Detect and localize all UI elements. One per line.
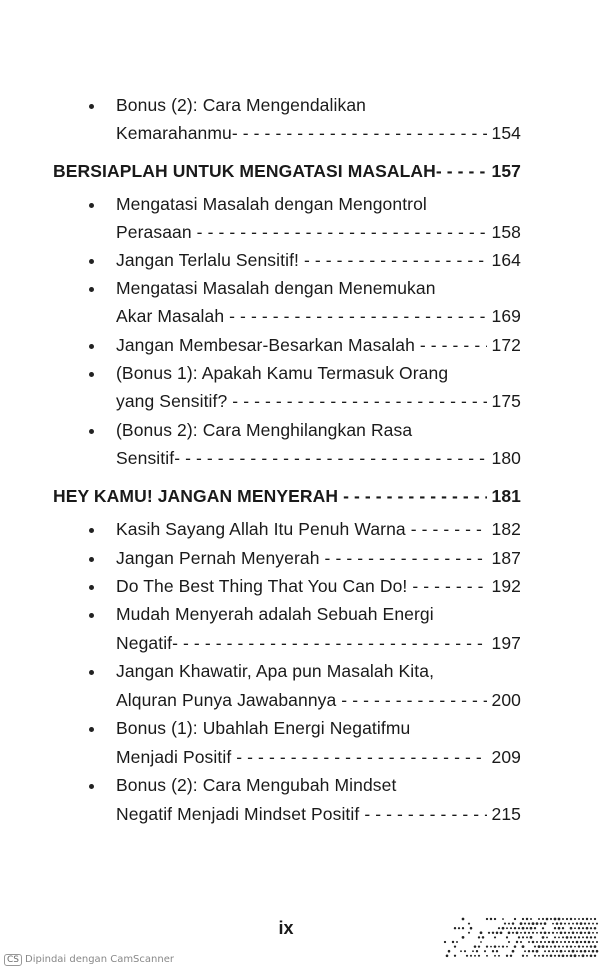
page-number: 181 xyxy=(490,482,522,510)
pattern-dot xyxy=(538,955,540,957)
pattern-dot xyxy=(524,923,526,925)
bullet xyxy=(89,727,94,732)
pattern-dot xyxy=(576,932,578,934)
pattern-dot xyxy=(514,945,517,948)
pattern-dot xyxy=(468,923,470,925)
pattern-dot xyxy=(588,950,590,952)
toc-entry: Sensitif- - - - 180 xyxy=(116,444,521,472)
page-number: 158 xyxy=(490,218,522,246)
toc-entry: Negatif- - - - 197 xyxy=(116,629,521,657)
pattern-dot xyxy=(516,941,518,943)
pattern-dot xyxy=(526,955,528,957)
pattern-dot xyxy=(516,931,519,934)
pattern-dot xyxy=(540,922,542,924)
pattern-dot xyxy=(588,941,591,944)
bullet xyxy=(89,344,94,349)
pattern-dot xyxy=(498,946,500,948)
pattern-dot xyxy=(572,941,574,943)
pattern-dot xyxy=(594,945,597,948)
pattern-dot xyxy=(536,932,538,934)
pattern-dot xyxy=(578,918,580,920)
pattern-dot xyxy=(538,945,541,948)
pattern-dot xyxy=(572,950,575,953)
pattern-dot xyxy=(536,922,539,925)
pattern-dot xyxy=(470,955,472,957)
toc-entry: Akar Masalah - - - 169 xyxy=(116,302,521,330)
toc-entry: Do The Best Thing That You Can Do! - - - 192 xyxy=(116,572,521,600)
toc-entry: Jangan Membesar-Besarkan Masalah - - - 172 xyxy=(116,331,521,359)
page-number: 157 xyxy=(490,157,522,185)
pattern-dot xyxy=(512,932,514,934)
pattern-dot xyxy=(586,955,588,957)
pattern-dot xyxy=(536,941,538,943)
section-heading: HEY KAMU! JANGAN MENYERAH - - - 181 xyxy=(53,482,521,510)
pattern-dot xyxy=(478,936,480,938)
pattern-dot xyxy=(536,950,539,953)
pattern-dot xyxy=(562,918,564,920)
pattern-dot xyxy=(520,941,522,943)
pattern-dot xyxy=(564,950,566,952)
page-number: 169 xyxy=(490,302,522,330)
pattern-dot xyxy=(584,922,586,924)
pattern-dot xyxy=(508,931,511,934)
pattern-dot xyxy=(588,931,591,934)
pattern-dot xyxy=(554,936,556,938)
section-heading: BERSIAPLAH UNTUK MENGATASI MASALAH- - - - 157 xyxy=(53,157,521,185)
pattern-dot xyxy=(542,936,545,939)
pattern-dot xyxy=(558,936,560,938)
pattern-dot xyxy=(522,918,524,920)
toc-entry-text: Mudah Menyerah adalah Sebuah Energi xyxy=(116,604,434,624)
pattern-dot xyxy=(556,950,558,952)
pattern-dot xyxy=(576,922,578,924)
pattern-dot xyxy=(558,946,560,948)
pattern-dot xyxy=(540,932,542,934)
page-number: 187 xyxy=(490,544,522,572)
pattern-dot xyxy=(590,927,592,929)
pattern-dot xyxy=(452,941,454,943)
pattern-dot xyxy=(578,955,580,957)
pattern-dot xyxy=(488,932,490,934)
pattern-dot xyxy=(542,918,544,920)
pattern-dot xyxy=(548,950,550,952)
pattern-dot xyxy=(544,922,547,925)
pattern-dot xyxy=(594,955,596,957)
pattern-dot xyxy=(572,932,575,935)
pattern-dot xyxy=(552,932,554,934)
pattern-dot xyxy=(544,931,547,934)
pattern-dot xyxy=(460,950,462,952)
pattern-dot xyxy=(492,950,494,952)
pattern-dot xyxy=(506,927,508,929)
pattern-dot xyxy=(506,936,508,938)
toc-entry: yang Sensitif? - - - 175 xyxy=(116,387,521,415)
pattern-dot xyxy=(480,941,482,943)
pattern-dot xyxy=(580,941,582,943)
pattern-dot xyxy=(552,923,554,925)
pattern-dot xyxy=(554,927,556,929)
pattern-dot xyxy=(496,950,498,952)
pattern-dot xyxy=(472,950,474,952)
pattern-dot xyxy=(586,918,588,920)
pattern-dot xyxy=(578,945,580,947)
pattern-dot xyxy=(456,941,458,943)
bullet xyxy=(89,429,94,434)
pattern-dot xyxy=(586,927,589,930)
bullet xyxy=(89,585,94,590)
page-number: 172 xyxy=(490,331,522,359)
pattern-dot xyxy=(476,950,478,952)
bullet xyxy=(89,203,94,208)
pattern-dot xyxy=(498,927,500,929)
toc-entry: Menjadi Positif - - - 209 xyxy=(116,743,521,771)
pattern-dot xyxy=(558,927,561,930)
pattern-dot xyxy=(592,950,595,953)
pattern-dot xyxy=(554,918,557,921)
pattern-dot xyxy=(544,950,546,952)
pattern-dot xyxy=(562,936,564,938)
page-number: 154 xyxy=(490,119,522,147)
pattern-dot xyxy=(462,918,465,921)
pattern-dot xyxy=(482,936,485,939)
pattern-dot xyxy=(578,936,580,938)
pattern-dot xyxy=(560,950,563,953)
toc-entry: Perasaan - - - 158 xyxy=(116,218,521,246)
pattern-dot xyxy=(532,941,535,944)
pattern-dot xyxy=(594,936,596,938)
pattern-dot xyxy=(544,941,546,943)
bullet xyxy=(89,557,94,562)
pattern-dot xyxy=(542,945,545,948)
pattern-dot xyxy=(520,922,523,925)
toc-entry: Jangan Pernah Menyerah - - - 187 xyxy=(116,544,521,572)
pattern-dot xyxy=(568,932,570,934)
pattern-dot xyxy=(570,955,573,958)
pattern-dot xyxy=(574,954,577,957)
pattern-dot xyxy=(518,927,520,929)
page-folio: ix xyxy=(278,918,294,938)
pattern-dot xyxy=(590,918,592,920)
pattern-dot xyxy=(480,931,483,934)
pattern-dot xyxy=(526,936,528,938)
pattern-dot xyxy=(566,936,569,939)
pattern-dot xyxy=(462,927,464,929)
pattern-dot xyxy=(454,927,456,929)
toc-entry-text: Bonus (2): Cara Mengubah Mindset xyxy=(116,775,397,795)
pattern-dot xyxy=(494,918,496,920)
pattern-dot xyxy=(534,946,536,948)
pattern-dot xyxy=(560,941,562,943)
page-number: 197 xyxy=(490,629,522,657)
toc-entry-text: Mengatasi Masalah dengan Mengontrol xyxy=(116,194,427,214)
pattern-dot xyxy=(506,955,508,957)
pattern-dot xyxy=(494,945,497,948)
pattern-dot xyxy=(478,955,480,957)
pattern-dot xyxy=(562,954,565,957)
pattern-dot xyxy=(578,927,580,929)
pattern-dot xyxy=(590,936,592,938)
pattern-dot xyxy=(478,945,480,947)
pattern-dot xyxy=(576,950,578,952)
pattern-dot xyxy=(474,955,476,957)
pattern-dot xyxy=(530,927,533,930)
pattern-dot xyxy=(546,918,549,921)
pattern-dot xyxy=(526,927,528,929)
pattern-dot xyxy=(530,918,532,920)
pattern-dot xyxy=(528,950,530,952)
page-number: 215 xyxy=(490,800,522,828)
pattern-dot xyxy=(546,946,548,948)
pattern-dot xyxy=(466,955,468,957)
toc-entry-text: (Bonus 1): Apakah Kamu Termasuk Orang xyxy=(116,363,449,383)
pattern-dot xyxy=(596,923,598,925)
page-number: 175 xyxy=(490,387,522,415)
toc-entry-text: Jangan Khawatir, Apa pun Masalah Kita, xyxy=(116,661,435,681)
bullet xyxy=(89,613,94,618)
toc-entry: Jangan Terlalu Sensitif! - - - 164 xyxy=(116,246,521,274)
pattern-dot xyxy=(550,946,552,948)
pattern-dot xyxy=(446,955,449,958)
bullet xyxy=(89,528,94,533)
pattern-dot xyxy=(562,927,564,929)
bullet xyxy=(89,784,94,789)
pattern-dot xyxy=(572,923,574,925)
pattern-dot xyxy=(542,927,544,929)
pattern-dot xyxy=(548,932,550,934)
pattern-dot xyxy=(444,941,446,943)
pattern-dot xyxy=(502,918,504,920)
pattern-dot xyxy=(596,932,598,934)
pattern-dot xyxy=(568,941,570,943)
pattern-dot xyxy=(494,955,496,957)
toc-entry: Alquran Punya Jawabannya - - - 200 xyxy=(116,686,521,714)
pattern-dot xyxy=(486,955,488,957)
pattern-dot xyxy=(522,955,524,957)
pattern-dot xyxy=(512,922,514,924)
pattern-dot xyxy=(582,946,584,948)
bullet xyxy=(89,104,94,109)
pattern-dot xyxy=(586,946,588,948)
pattern-dot xyxy=(486,918,488,920)
toc-entry: Negatif Menjadi Mindset Positif - - - 215 xyxy=(116,800,521,828)
pattern-dot xyxy=(580,922,583,925)
pattern-dot xyxy=(486,946,488,948)
pattern-dot xyxy=(538,918,540,920)
pattern-dot xyxy=(562,946,564,948)
pattern-dot xyxy=(462,936,465,939)
pattern-dot xyxy=(508,941,510,943)
pattern-dot xyxy=(570,936,572,938)
pattern-dot xyxy=(514,927,516,929)
pattern-dot xyxy=(546,955,548,957)
pattern-dot xyxy=(548,941,550,943)
pattern-dot xyxy=(494,936,496,938)
page-number: 164 xyxy=(490,246,522,274)
pattern-dot xyxy=(574,946,576,948)
pattern-dot xyxy=(496,932,499,935)
pattern-dot xyxy=(454,955,456,957)
pattern-dot xyxy=(592,941,594,943)
pattern-dot xyxy=(534,955,536,957)
page-number: 182 xyxy=(490,515,522,543)
toc-entry-text: Mengatasi Masalah dengan Menemukan xyxy=(116,278,436,298)
pattern-dot xyxy=(522,936,524,938)
pattern-dot xyxy=(556,922,559,925)
pattern-dot xyxy=(588,923,590,925)
pattern-dot xyxy=(490,946,492,948)
page-number: 192 xyxy=(490,572,522,600)
pattern-dot xyxy=(582,954,585,957)
pattern-dot xyxy=(468,932,470,934)
pattern-dot xyxy=(552,941,555,944)
pattern-dot xyxy=(582,927,584,929)
pattern-dot xyxy=(596,950,599,953)
pattern-dot xyxy=(566,946,568,948)
pattern-dot xyxy=(582,918,584,920)
pattern-dot xyxy=(586,936,588,938)
pattern-dot xyxy=(514,918,516,920)
pattern-dot xyxy=(570,918,572,920)
pattern-dot xyxy=(584,941,586,943)
pattern-dot xyxy=(502,945,504,947)
pattern-dot xyxy=(522,945,525,948)
toc-entry: Kasih Sayang Allah Itu Penuh Warna - - - 182 xyxy=(116,515,521,543)
pattern-dot xyxy=(484,950,486,952)
pattern-dot xyxy=(524,932,526,934)
pattern-dot xyxy=(492,932,494,934)
pattern-dot xyxy=(590,945,592,947)
page-number: 200 xyxy=(490,686,522,714)
pattern-dot xyxy=(580,931,583,934)
pattern-dot xyxy=(464,950,466,952)
pattern-dot xyxy=(560,922,562,924)
pattern-dot xyxy=(528,922,530,924)
pattern-dot xyxy=(552,950,554,952)
pattern-dot xyxy=(530,936,533,939)
pattern-dot xyxy=(568,923,570,925)
pattern-dot xyxy=(458,927,460,929)
pattern-dot xyxy=(500,931,503,934)
pattern-dot xyxy=(506,946,508,948)
pattern-dot xyxy=(532,950,534,952)
pattern-dot xyxy=(566,918,568,920)
pattern-dot xyxy=(574,918,576,920)
scanner-watermark xyxy=(4,954,174,966)
pattern-dot xyxy=(512,950,515,953)
pattern-dot xyxy=(554,945,556,947)
pattern-dot xyxy=(454,945,456,947)
camscanner-logo: CS xyxy=(4,954,22,966)
toc-entry-text: Bonus (1): Ubahlah Energi Negatifmu xyxy=(116,718,411,738)
pattern-dot xyxy=(550,918,552,920)
pattern-dot xyxy=(558,918,561,921)
toc-entry: Kemarahanmu- - - - 154 xyxy=(116,119,521,147)
pattern-dot xyxy=(470,927,473,930)
pattern-dot xyxy=(596,941,598,943)
pattern-dot xyxy=(540,941,542,943)
pattern-dot xyxy=(584,950,587,953)
pattern-dot xyxy=(474,945,477,948)
pattern-dot xyxy=(510,927,512,929)
pattern-dot xyxy=(594,918,596,920)
toc-entry-text: Bonus (2): Cara Mengendalikan xyxy=(116,95,366,115)
pattern-dot xyxy=(528,941,530,943)
scanner-watermark-text: Dipindai dengan CamScanner xyxy=(25,954,174,965)
pattern-dot xyxy=(556,932,558,934)
bullet xyxy=(89,259,94,264)
bullet xyxy=(89,670,94,675)
pattern-dot xyxy=(518,936,520,938)
pattern-dot xyxy=(534,927,536,929)
pattern-dot xyxy=(570,927,573,930)
pattern-dot xyxy=(590,955,593,958)
pattern-dot xyxy=(508,923,510,925)
pattern-dot xyxy=(564,923,566,925)
pattern-dot xyxy=(568,950,570,952)
pattern-dot xyxy=(498,955,500,957)
pattern-dot xyxy=(554,955,556,957)
pattern-dot xyxy=(574,936,576,938)
page-number: 209 xyxy=(490,743,522,771)
pattern-dot xyxy=(504,923,506,925)
pattern-dot xyxy=(522,927,525,930)
pattern-dot xyxy=(528,932,530,934)
pattern-dot xyxy=(564,941,566,943)
pattern-dot xyxy=(550,955,553,958)
toc-entry-text: (Bonus 2): Cara Menghilangkan Rasa xyxy=(116,420,413,440)
pattern-dot xyxy=(448,950,451,953)
pattern-dot xyxy=(592,923,594,925)
pattern-dot xyxy=(566,955,568,957)
bullet xyxy=(89,287,94,292)
pattern-dot xyxy=(570,945,572,947)
pattern-dot xyxy=(564,932,566,934)
decorative-dot-pattern xyxy=(435,915,600,960)
pattern-dot xyxy=(490,918,492,920)
pattern-dot xyxy=(580,950,583,953)
pattern-dot xyxy=(526,918,528,920)
pattern-dot xyxy=(520,932,522,934)
pattern-dot xyxy=(592,932,594,934)
pattern-dot xyxy=(576,941,579,944)
pattern-dot xyxy=(574,927,576,929)
pattern-dot xyxy=(594,927,597,930)
pattern-dot xyxy=(584,932,586,934)
pattern-dot xyxy=(546,936,548,938)
pattern-dot xyxy=(556,941,558,943)
bullet xyxy=(89,372,94,377)
pattern-dot xyxy=(582,936,584,938)
pattern-dot xyxy=(560,931,563,934)
pattern-dot xyxy=(502,927,505,930)
pattern-dot xyxy=(542,955,544,957)
pattern-dot xyxy=(510,955,512,957)
pattern-dot xyxy=(524,950,526,952)
page-number: 180 xyxy=(490,444,522,472)
pattern-dot xyxy=(532,922,535,925)
pattern-dot xyxy=(558,955,560,957)
pattern-dot xyxy=(532,932,534,934)
